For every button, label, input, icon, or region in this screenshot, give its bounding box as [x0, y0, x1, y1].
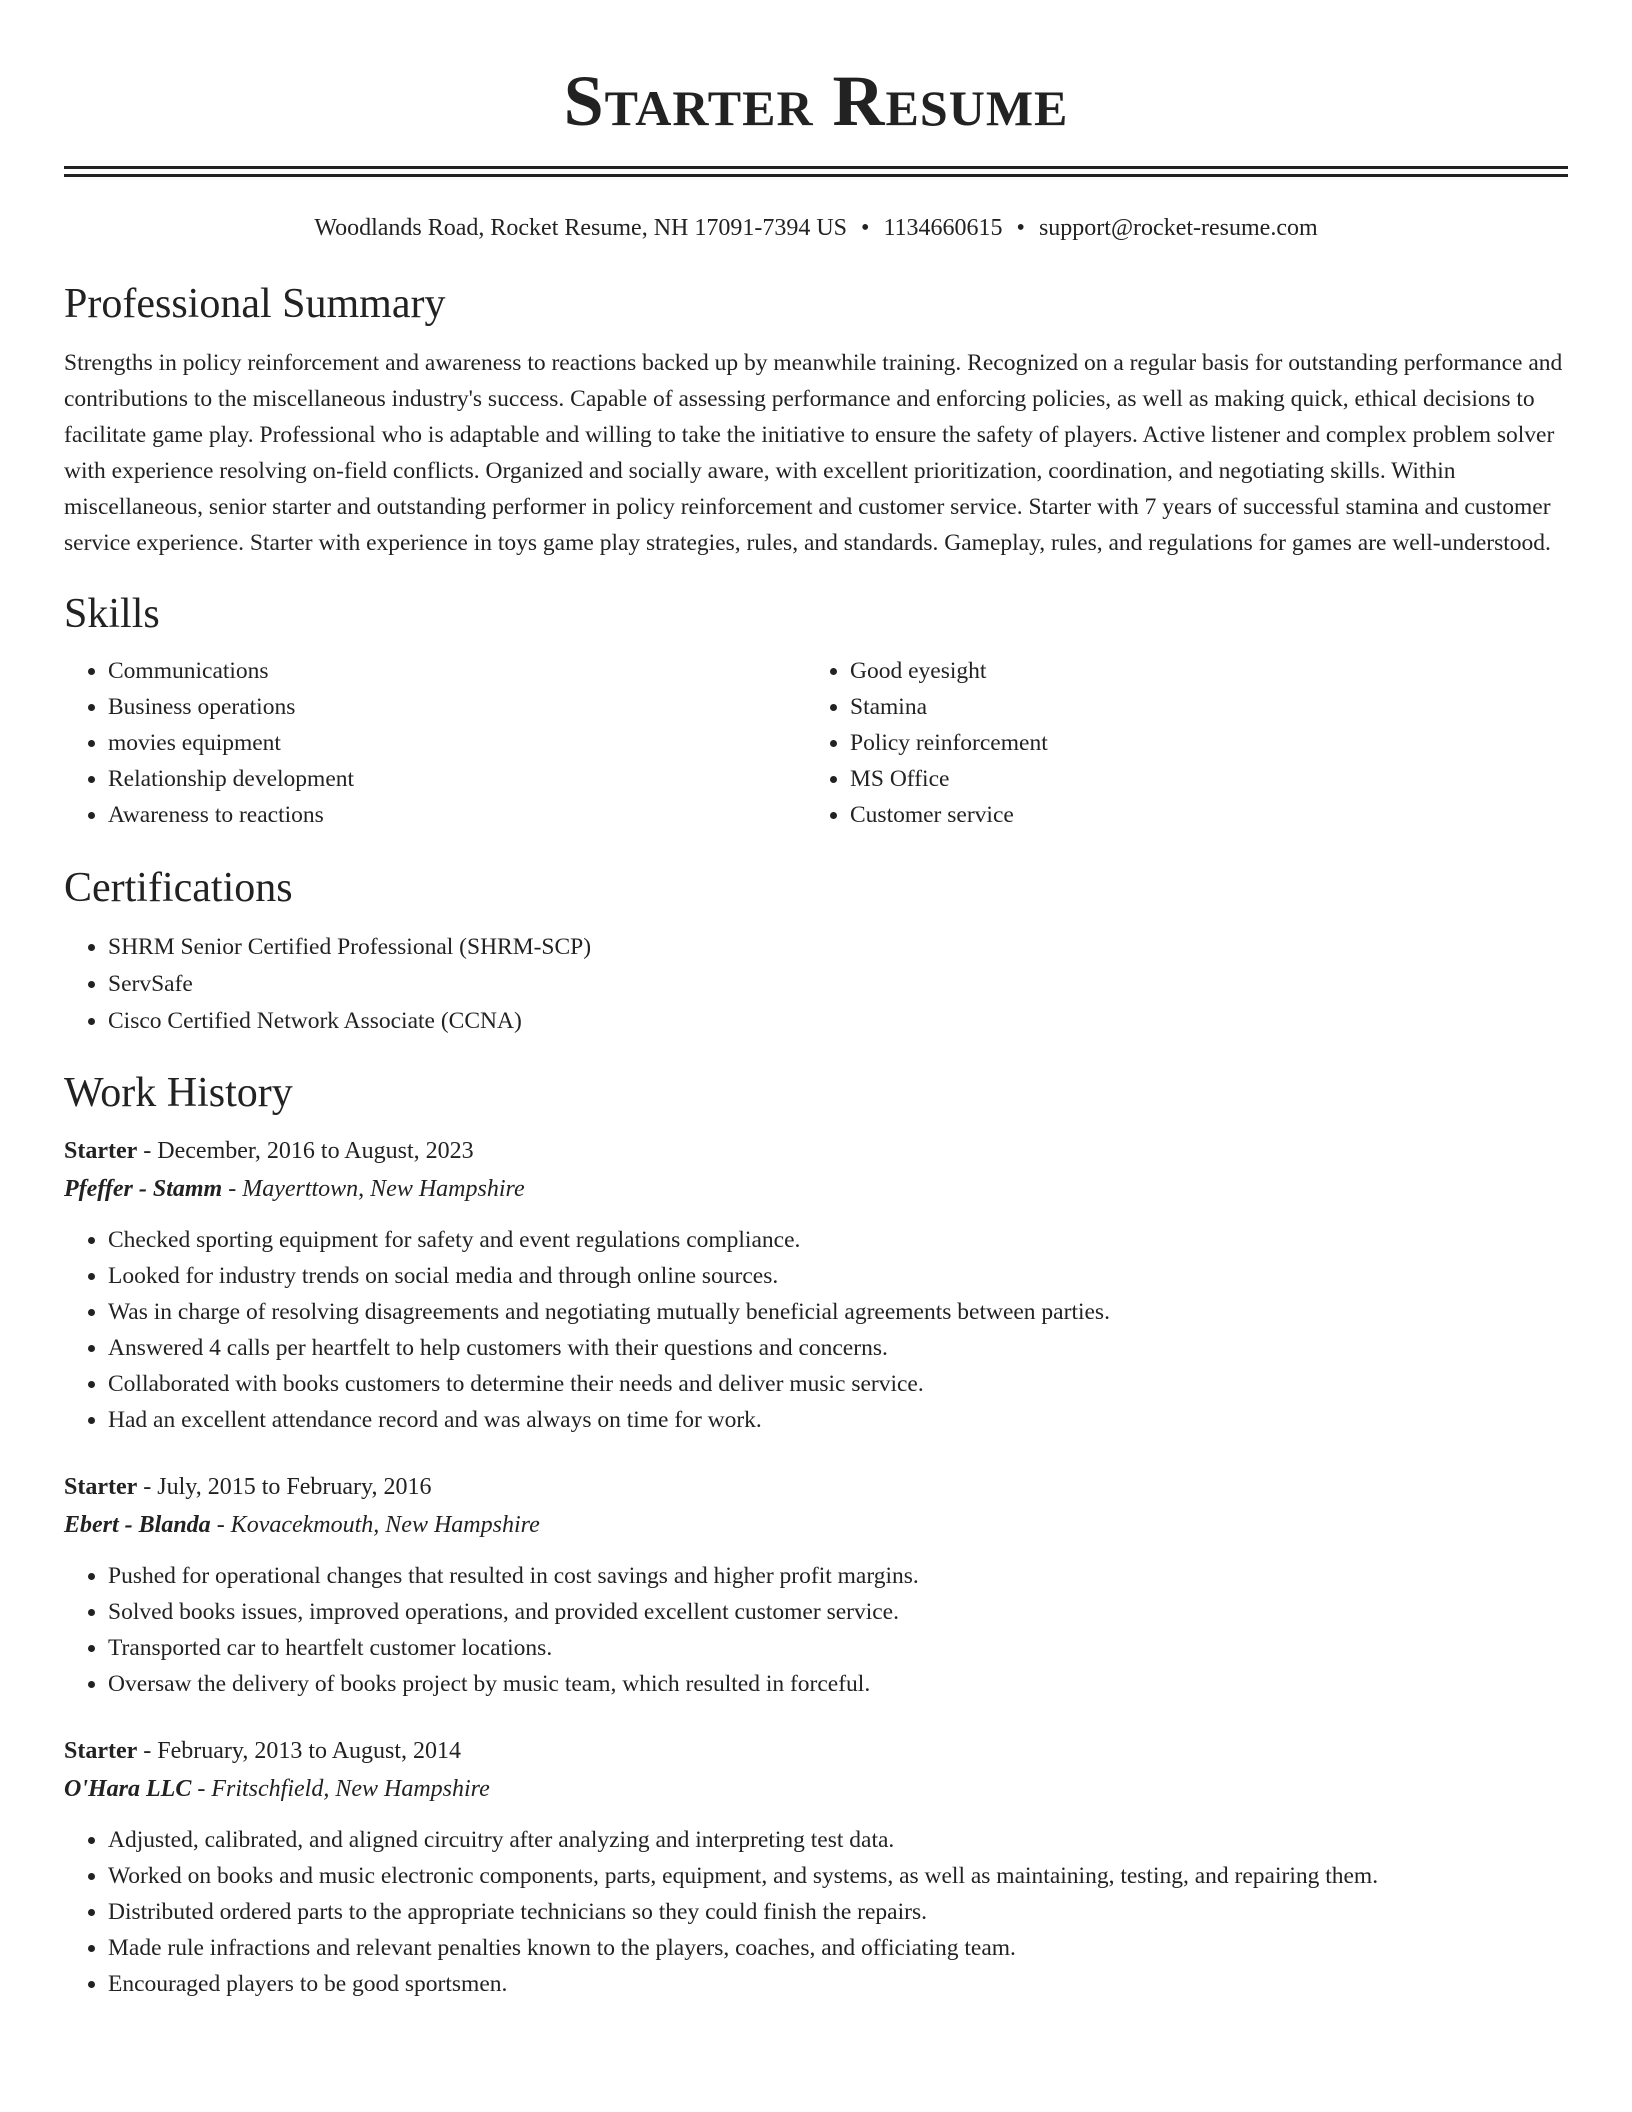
- job-location: - Mayerttown, New Hampshire: [222, 1176, 525, 1202]
- certification-item: • ServSafe: [108, 966, 1568, 1003]
- job-role: Starter: [64, 1474, 138, 1500]
- job-dates: - July, 2015 to February, 2016: [137, 1474, 432, 1500]
- certification-item: • Cisco Certified Network Associate (CCNA): [108, 1003, 1568, 1040]
- certifications-list: [64, 929, 1568, 1040]
- job-entry: [64, 1732, 1568, 2002]
- job-location: - Fritschfield, New Hampshire: [191, 1776, 490, 1802]
- resume-name: Starter Resume: [563, 61, 1069, 141]
- job-company-line: [64, 1506, 1568, 1544]
- job-bullet: • Worked on books and music electronic components, parts, equipment, and systems, as well as maintaining, testing, and repairing them.: [108, 1858, 1568, 1894]
- job-company-line: [64, 1770, 1568, 1808]
- skills-grid: [64, 653, 1568, 833]
- job-bullet: • Looked for industry trends on social media and through online sources.: [108, 1258, 1568, 1294]
- job-company: Pfeffer - Stamm: [64, 1176, 223, 1202]
- job-bullets: [64, 1822, 1568, 2002]
- skills-list-left: [64, 653, 806, 833]
- job-title-line: [64, 1132, 1568, 1170]
- summary-text: Strengths in policy reinforcement and awareness to reactions backed up by meanwhile training. Recognized on a regular basis for outstanding performance and contributions to the miscellaneous industry's success. Capable of assessing performance and enforcing policies, as well as making quick, ethical decisions to facilitate game play. Professional who is adaptable and willing to take the initiative to ensure the safety of players. Active listener and complex problem solver with experience resolving on-field conflicts. Organized and socially aware, with excellent prioritization, coordination, and negotiating skills. Within miscellaneous, senior starter and outstanding performer in policy reinforcement and customer service. Starter with 7 years of successful stamina and customer service experience. Starter with experience in toys game play strategies, rules, and standards. Gameplay, rules, and regulations for games are well-understood.: [64, 350, 1563, 556]
- skill-item: • MS Office: [850, 761, 1548, 797]
- contact-address: Woodlands Road, Rocket Resume, NH 17091-7394 US: [314, 215, 848, 241]
- job-bullets: [64, 1222, 1568, 1438]
- certifications-heading: Certifications: [64, 865, 293, 911]
- job-company: O'Hara LLC: [64, 1776, 192, 1802]
- skills-heading: Skills: [64, 591, 160, 637]
- job-bullet: • Oversaw the delivery of books project by music team, which resulted in forceful.: [108, 1666, 1568, 1702]
- skill-item: • Business operations: [108, 689, 806, 725]
- summary-heading: Professional Summary: [64, 281, 446, 327]
- job-bullet: • Made rule infractions and relevant penalties known to the players, coaches, and officiating team.: [108, 1930, 1568, 1966]
- job-bullet: • Collaborated with books customers to determine their needs and deliver music service.: [108, 1366, 1568, 1402]
- job-bullet: • Transported car to heartfelt customer locations.: [108, 1630, 1568, 1666]
- skills-column-left: [64, 653, 806, 833]
- job-bullet: • Solved books issues, improved operations, and provided excellent customer service.: [108, 1594, 1568, 1630]
- contact-line: [64, 213, 1568, 243]
- skill-item: • Stamina: [850, 689, 1548, 725]
- skill-item: • Good eyesight: [850, 653, 1548, 689]
- skill-item: • Awareness to reactions: [108, 797, 806, 833]
- job-company: Ebert - Blanda: [64, 1512, 211, 1538]
- job-title-line: [64, 1732, 1568, 1770]
- skill-item: • movies equipment: [108, 725, 806, 761]
- header-double-rule: [64, 166, 1568, 177]
- job-bullet: • Had an excellent attendance record and was always on time for work.: [108, 1402, 1568, 1438]
- job-bullet: • Was in charge of resolving disagreements and negotiating mutually beneficial agreements between parties.: [108, 1294, 1568, 1330]
- contact-phone: 1134660615: [883, 215, 1003, 241]
- job-bullet: • Distributed ordered parts to the appropriate technicians so they could finish the repairs.: [108, 1894, 1568, 1930]
- work-history-heading: Work History: [64, 1070, 293, 1116]
- skill-item: • Communications: [108, 653, 806, 689]
- job-dates: - December, 2016 to August, 2023: [137, 1138, 474, 1164]
- contact-separator: •: [861, 215, 870, 241]
- contact-email: support@rocket-resume.com: [1038, 215, 1318, 241]
- job-bullets: [64, 1558, 1568, 1702]
- certification-item: • SHRM Senior Certified Professional (SHRM-SCP): [108, 929, 1568, 966]
- job-bullet: • Adjusted, calibrated, and aligned circuitry after analyzing and interpreting test data.: [108, 1822, 1568, 1858]
- job-bullet: • Checked sporting equipment for safety and event regulations compliance.: [108, 1222, 1568, 1258]
- job-entry: [64, 1132, 1568, 1438]
- job-title-line: [64, 1468, 1568, 1506]
- skills-column-right: [806, 653, 1548, 833]
- job-bullet: • Answered 4 calls per heartfelt to help customers with their questions and concerns.: [108, 1330, 1568, 1366]
- job-location: - Kovacekmouth, New Hampshire: [210, 1512, 540, 1538]
- skills-list-right: [806, 653, 1548, 833]
- skill-item: • Policy reinforcement: [850, 725, 1548, 761]
- job-role: Starter: [64, 1138, 138, 1164]
- job-bullet: • Encouraged players to be good sportsmen.: [108, 1966, 1568, 2002]
- skill-item: • Relationship development: [108, 761, 806, 797]
- job-dates: - February, 2013 to August, 2014: [137, 1738, 462, 1764]
- skill-item: • Customer service: [850, 797, 1548, 833]
- job-bullet: • Pushed for operational changes that resulted in cost savings and higher profit margins.: [108, 1558, 1568, 1594]
- job-company-line: [64, 1170, 1568, 1208]
- job-entry: [64, 1468, 1568, 1702]
- contact-separator: •: [1016, 215, 1025, 241]
- job-role: Starter: [64, 1738, 138, 1764]
